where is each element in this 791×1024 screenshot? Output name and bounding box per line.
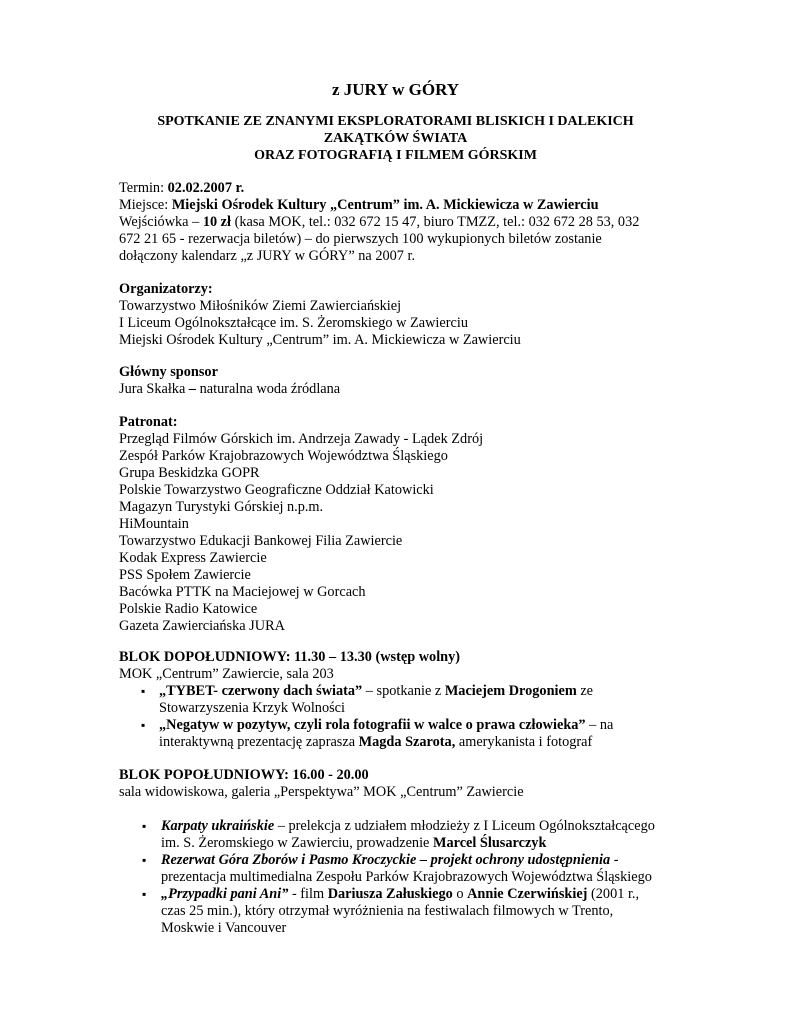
blok2-item1-title: Karpaty ukraińskie	[161, 818, 275, 834]
sponsor-name: Jura Skałka	[119, 381, 189, 397]
patronat-item: Zespół Parków Krajobrazowych Województwa Śląskiego	[119, 448, 448, 464]
list-item	[119, 818, 679, 852]
document-subtitle	[119, 113, 672, 164]
patronat-item: Polskie Radio Katowice	[119, 601, 258, 617]
wejsciowka-price: 10 zł	[202, 214, 232, 230]
blok2-item2-text: -	[610, 852, 619, 868]
list-item	[119, 886, 679, 937]
blok2-place: sala widowiskowa, galeria „Perspektywa” MOK „Centrum” Zawiercie	[119, 784, 524, 800]
termin-value: 02.02.2007 r.	[167, 180, 245, 196]
blok1-place: MOK „Centrum” Zawiercie, sala 203	[119, 666, 334, 682]
wejsciowka-line	[119, 214, 679, 231]
patronat-item: Magazyn Turystyki Górskiej n.p.m.	[119, 499, 324, 515]
list-item	[119, 717, 679, 751]
sponsor-line	[119, 381, 679, 398]
wejsciowka-line: 672 21 65 - rezerwacja biletów) – do pierwszych 100 wykupionych biletów zostanie	[119, 231, 602, 247]
organizatorzy-section	[119, 281, 679, 349]
organizator-item: Towarzystwo Miłośników Ziemi Zawierciańskiej	[119, 298, 402, 314]
list-item	[119, 852, 679, 886]
organizator-item: Miejski Ośrodek Kultury „Centrum” im. A. Mickiewicza w Zawierciu	[119, 332, 521, 348]
patronat-item: Kodak Express Zawiercie	[119, 550, 267, 566]
blok2-item3-text: o	[452, 886, 468, 902]
patronat-item: Gazeta Zawierciańska JURA	[119, 618, 285, 634]
patronat-item: Polskie Towarzystwo Geograficzne Oddział Katowicki	[119, 482, 434, 498]
document-title: z JURY w GÓRY	[331, 80, 460, 99]
blok2-item3-title: „Przypadki pani Ani”	[161, 886, 289, 902]
blok1-item2-text: amerykanista i fotograf	[455, 734, 593, 750]
organizatorzy-heading: Organizatorzy:	[119, 281, 213, 297]
patronat-section	[119, 414, 679, 635]
wejsciowka-label: Wejściówka –	[119, 214, 203, 230]
miejsce-line	[119, 197, 679, 214]
organizator-item: I Liceum Ogólnokształcące im. S. Żeromskiego w Zawierciu	[119, 315, 468, 331]
patronat-heading: Patronat:	[119, 414, 178, 430]
patronat-item: Grupa Beskidzka GOPR	[119, 465, 260, 481]
blok2-item3-person1: Dariusza Załuskiego	[327, 886, 453, 902]
patronat-item: Towarzystwo Edukacji Bankowej Filia Zawiercie	[119, 533, 403, 549]
blok2-item1-text: – prelekcja z udziałem młodzieży z I Liceum Ogólnokształcącego	[274, 818, 655, 834]
blok1-heading: BLOK DOPOŁUDNIOWY: 11.30 – 13.30 (wstęp wolny)	[119, 649, 461, 665]
blok-dopoludniowy	[119, 649, 679, 751]
blok2-item3-text: - film	[288, 886, 328, 902]
blok1-item2-person: Magda Szarota,	[358, 734, 456, 750]
sponsor-section	[119, 364, 679, 398]
blok2-heading: BLOK POPOŁUDNIOWY: 16.00 - 20.00	[119, 767, 369, 783]
blok1-item2-title: „Negatyw w pozytyw, czyli rola fotografii w walce o prawa człowieka”	[159, 717, 586, 733]
patronat-item: PSS Społem Zawiercie	[119, 567, 251, 583]
blok2-item3-text: (2001 r.,	[587, 886, 640, 902]
subtitle-line: SPOTKANIE ZE ZNANYMI EKSPLORATORAMI BLISKICH I DALEKICH	[157, 114, 634, 129]
list-item	[119, 683, 679, 717]
blok2-item1-person: Marcel Ślusarczyk	[432, 835, 547, 851]
subtitle-line: ORAZ FOTOGRAFIĄ I FILMEM GÓRSKIM	[254, 148, 537, 163]
termin-line	[119, 180, 679, 197]
termin-label: Termin:	[119, 180, 168, 196]
patronat-item: Bacówka PTTK na Maciejowej w Gorcach	[119, 584, 366, 600]
blok2-item2-title: Rezerwat Góra Zborów i Pasmo Kroczyckie – projekt ochrony udostępnienia	[161, 852, 611, 868]
miejsce-label: Miejsce:	[119, 197, 172, 213]
blok2-item3-person2: Annie Czerwińskiej	[467, 886, 588, 902]
blok1-item1-person: Maciejem Drogoniem	[444, 683, 577, 699]
event-info	[119, 180, 679, 265]
sponsor-desc: naturalna woda źródlana	[196, 381, 341, 397]
blok1-item1-text: ze	[576, 683, 594, 699]
blok1-item1-text: – spotkanie z	[362, 683, 445, 699]
blok1-item2-text: interaktywną prezentację zaprasza	[159, 734, 359, 750]
blok1-item2-text: – na	[585, 717, 614, 733]
blok2-item2-line2: prezentacja multimedialna Zespołu Parków Krajobrazowych Województwa Śląskiego	[161, 869, 652, 885]
sponsor-heading: Główny sponsor	[119, 364, 218, 380]
patronat-item: HiMountain	[119, 516, 189, 532]
blok2-item3-line3: Moskwie i Vancouver	[161, 920, 287, 936]
blok2-list	[119, 818, 679, 937]
miejsce-value: Miejski Ośrodek Kultury „Centrum” im. A. Mickiewicza w Zawierciu	[171, 197, 599, 213]
blok2-item3-line2: czas 25 min.), który otrzymał wyróżnienia na festiwalach filmowych w Trento,	[161, 903, 614, 919]
patronat-item: Przegląd Filmów Górskich im. Andrzeja Zawady - Lądek Zdrój	[119, 431, 484, 447]
blok1-list	[119, 683, 679, 751]
wejsciowka-contact: (kasa MOK, tel.: 032 672 15 47, biuro TMZZ, tel.: 032 672 28 53, 032	[231, 214, 640, 230]
blok1-item1-title: „TYBET- czerwony dach świata”	[159, 683, 363, 699]
blok1-item1-line2: Stowarzyszenia Krzyk Wolności	[159, 700, 345, 716]
blok-popoludniowy	[119, 767, 679, 937]
blok2-item1-text: im. S. Żeromskiego w Zawierciu, prowadzenie	[161, 835, 433, 851]
wejsciowka-line: dołączony kalendarz „z JURY w GÓRY” na 2007 r.	[119, 248, 416, 264]
subtitle-line: ZAKĄTKÓW ŚWIATA	[323, 131, 468, 146]
sponsor-dash: –	[188, 381, 197, 397]
